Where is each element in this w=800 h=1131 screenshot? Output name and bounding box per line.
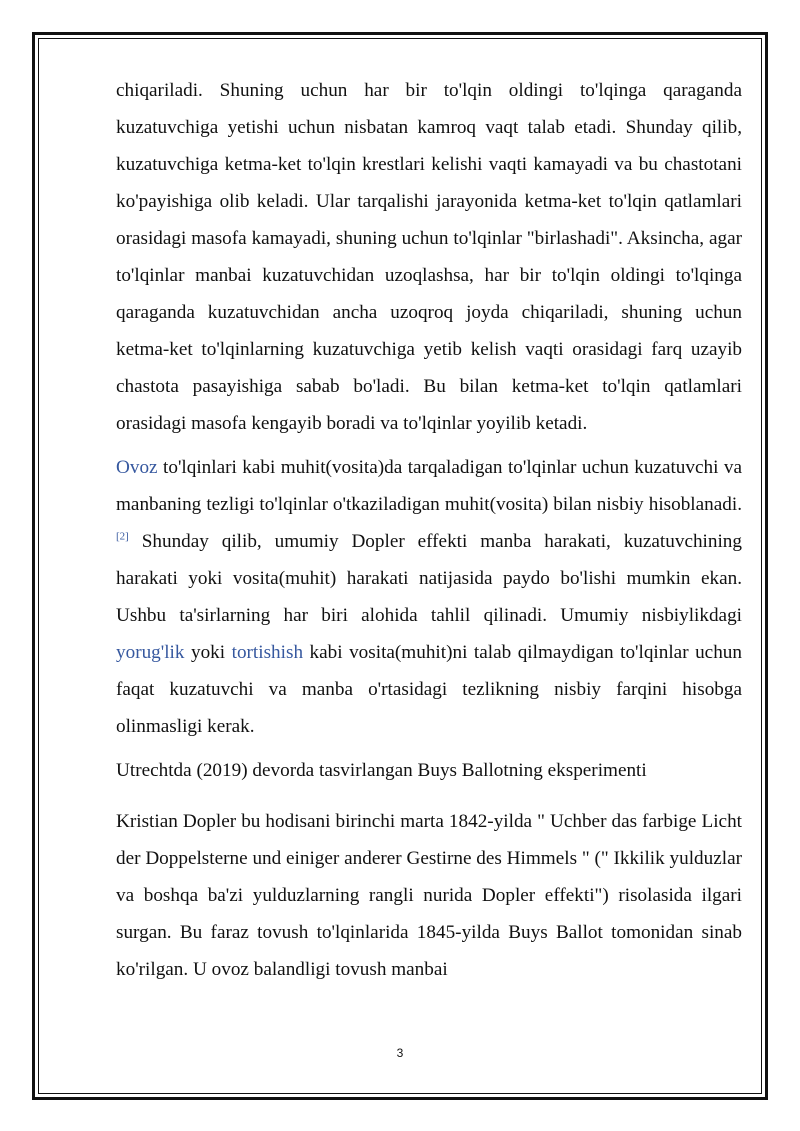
- paragraph-2-text-b: Shunday qilib, umumiy Dopler effekti manba harakati, kuzatuvchining harakati yoki vosita(muhit) harakati natijasida paydo bo'lishi mumkin ekan. Ushbu ta'sirlarning har biri alohida tahlil qilinadi. Umumiy nisbiylikdagi: [116, 531, 742, 626]
- image-caption: Utrechtda (2019) devorda tasvirlangan Buys Ballotning eksperimenti: [116, 760, 647, 781]
- paragraph-2-text-d: kabi vosita(muhit)ni talab qilmaydigan to'lqinlar uchun faqat kuzatuvchi va manba o'rtasidagi tezlikning nisbiy farqini hisobga olinmasligi kerak.: [116, 642, 742, 737]
- link-ovoz[interactable]: Ovoz: [116, 457, 158, 478]
- page-number: 3: [396, 1046, 404, 1060]
- paragraph-2-text-a: to'lqinlari kabi muhit(vosita)da tarqaladigan to'lqinlar uchun kuzatuvchi va manbaning tezligi to'lqinlar o'tkaziladigan muhit(vosita) bilan nisbiy hisoblanadi.: [116, 457, 742, 515]
- paragraph-2: [116, 449, 742, 745]
- link-yorug-lik[interactable]: yorug'lik: [116, 642, 185, 663]
- link-tortishish[interactable]: tortishish: [231, 642, 304, 663]
- paragraph-1: chiqariladi. Shuning uchun har bir to'lqin oldingi to'lqinga qaraganda kuzatuvchiga yetishi uchun nisbatan kamroq vaqt talab etadi. Shunday qilib, kuzatuvchiga ketma-ket to'lqin krestlari kelishi vaqti kamayadi va bu chastotani ko'payishiga olib keladi. Ular tarqalishi jarayonida ketma-ket to'lqin qatlamlari orasidagi masofa kamayadi, shuning uchun to'lqinlar "birlashadi". Aksincha, agar to'lqinlar manbai kuzatuvchidan uzoqlashsa, har bir to'lqin oldingi to'lqinga qaraganda kuzatuvchidan ancha uzoqroq joyda chiqariladi, shuning uchun ketma-ket to'lqinlarning kuzatuvchiga yetib kelish vaqti orasidagi farq uzayib chastota pasayishiga sabab bo'ladi. Bu bilan ketma-ket to'lqin qatlamlari orasidagi masofa kengayib boradi va to'lqinlar yoyilib ketadi.: [116, 80, 742, 434]
- paragraph-2-text-c: yoki: [184, 642, 232, 663]
- reference-2[interactable]: [2]: [116, 530, 129, 543]
- paragraph-3: Kristian Dopler bu hodisani birinchi marta 1842-yilda " Uchber das farbige Licht der Doppelsterne und einiger anderer Gestirne des Himmels " (" Ikkilik yulduzlar va boshqa ba'zi yulduzlarning rangli nurida Dopler effekti") risolasida ilgari surgan. Bu faraz tovush to'lqinlarida 1845-yilda Buys Ballot tomonidan sinab ko'rilgan. U ovoz balandligi tovush manbai: [116, 811, 742, 980]
- document-body: [116, 72, 742, 988]
